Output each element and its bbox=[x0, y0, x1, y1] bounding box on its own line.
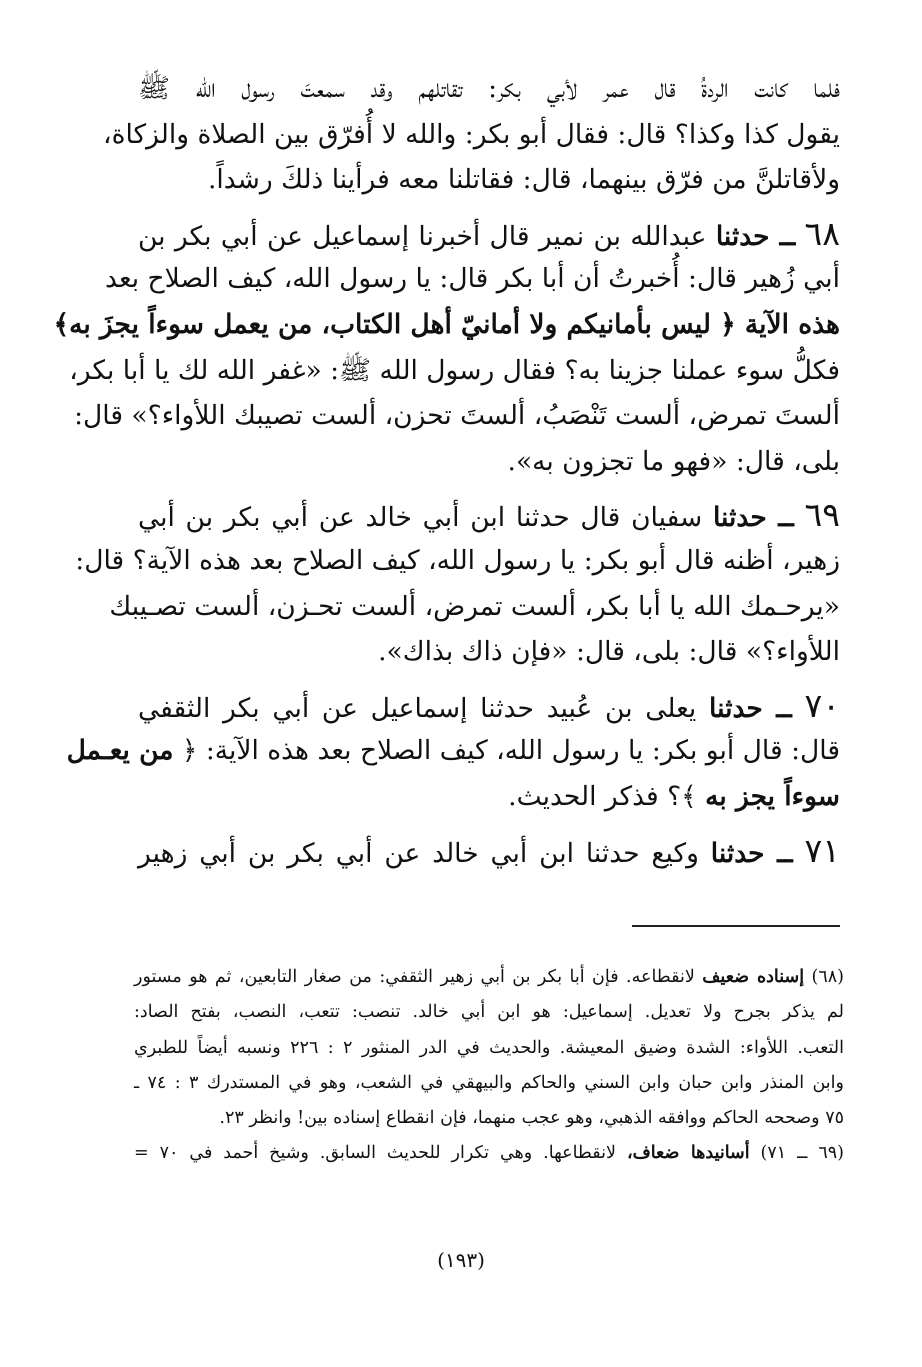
hadith-lead: ــ حدثنا bbox=[712, 502, 794, 534]
text-line: قال: قال أبو بكر: يا رسول الله، كيف الصلاح بعد هذه الآية: ﴿ من يعـمل bbox=[66, 735, 840, 767]
text-line: بلى، قال: «فهو ما تجزون به». bbox=[507, 445, 840, 477]
footnote-separator bbox=[632, 925, 840, 927]
text-line: ألستَ تمرض، ألست تَنْصَبُ، ألستَ تحزن، ألست تصيبك اللأواء؟» قال: bbox=[74, 400, 840, 432]
hadith-number: ٧١ bbox=[804, 830, 840, 870]
text-line: يقول كذا وكذا؟ قال: فقال أبو بكر: والله لا أُفرّق بين الصلاة والزكاة، bbox=[103, 118, 840, 150]
hadith-70-first-line: ٧٠ ــ حدثنا يعلى بن عُبيد حدثنا إسماعيل عن أبي بكر الثقفي bbox=[138, 685, 840, 725]
footnote-69-71-line: (٦٩ ــ ٧١) أسانيدها ضعاف، لانقطاعها. وهي تكرار للحديث السابق. وشيخ أحمد في ٧٠ = bbox=[134, 1143, 844, 1164]
text-line: ولأقاتلنَّ من فرّق بينهما، قال: فقاتلنا معه فرأينا ذلكَ رشداً. bbox=[207, 164, 840, 196]
hadith-number: ٦٩ bbox=[804, 495, 840, 535]
text-line: زهير، أظنه قال أبو بكر: يا رسول الله، كيف الصلاح بعد هذه الآية؟ قال: bbox=[75, 544, 840, 576]
hadith-71-first-line: ٧١ ــ حدثنا وكيع حدثنا ابن أبي خالد عن أبي بكر بن أبي زهير bbox=[138, 830, 840, 870]
hadith-lead: ــ حدثنا bbox=[709, 692, 792, 724]
text-line: هذه الآية ﴿ ليس بأمانيكم ولا أمانيّ أهل الكتاب، من يعمل سوءاً يجزَ به﴾ bbox=[53, 308, 840, 340]
text-line: فكلُّ سوء عملنا جزينا به؟ فقال رسول الله ﷺ: «غفر الله لك يا أبا بكر، bbox=[69, 354, 840, 386]
text-line: سوءاً يجز به ﴾؟ فذكر الحديث. bbox=[508, 780, 840, 812]
footnote-line: لم يذكر بجرح ولا تعديل. إسماعيل: هو ابن أبي خالد. تنصب: تتعب، النصب، بفتح الصاد: bbox=[134, 1002, 844, 1023]
hadith-68-first-line: ٦٨ ــ حدثنا عبدالله بن نمير قال أخبرنا إسماعيل عن أبي بكر بن bbox=[138, 213, 840, 253]
text-line: أبي زُهير قال: أُخبرتُ أن أبا بكر قال: يا رسول الله، كيف الصلاح بعد bbox=[105, 263, 840, 295]
main-text bbox=[53, 66, 840, 873]
hadith-number: ٦٨ bbox=[804, 213, 840, 253]
footnote-line: التعب. اللأواء: الشدة وضيق المعيشة. والحديث في الدر المنثور ٢ : ٢٢٦ ونسبه أيضاً للطبري bbox=[134, 1037, 844, 1058]
hadith-69-first-line: ٦٩ ــ حدثنا سفيان قال حدثنا ابن أبي خالد عن أبي بكر بن أبي bbox=[138, 495, 840, 535]
footnote-68-first-line: (٦٨) إسناده ضعيف لانقطاعه. فإن أبا بكر بن أبي زهير الثقفي: من صغار التابعين، ثم هو مستور bbox=[134, 967, 844, 987]
page-number: (١٩٣) bbox=[437, 1248, 485, 1272]
footnotes bbox=[134, 960, 844, 1172]
text-line: فلما كانت الردةُ قال عمر لأبي بكر: تقاتلهم وقد سمعتَ رسول الله ﷺ bbox=[138, 73, 840, 104]
hadith-lead: ــ حدثنا bbox=[715, 220, 796, 252]
hadith-lead: ــ حدثنا bbox=[710, 837, 793, 869]
footnote-line: ٧٥ وصححه الحاكم ووافقه الذهبي، وهو عجب منهما، فإن انقطاع إسناده بين! وانظر ٢٣. bbox=[219, 1108, 844, 1129]
hadith-number: ٧٠ bbox=[804, 685, 840, 725]
footnote-line: وابن المنذر وابن حبان وابن السني والحاكم والبيهقي في الشعب، وهو في المستدرك ٣ : ٧٤ ـ bbox=[134, 1072, 844, 1093]
text-line: اللأواء؟» قال: بلى، قال: «فإن ذاك بذاك». bbox=[378, 636, 840, 668]
text-line: «يرحـمك الله يا أبا بكر، ألست تمرض، ألست تحـزن، ألست تصـيبك bbox=[109, 590, 840, 622]
